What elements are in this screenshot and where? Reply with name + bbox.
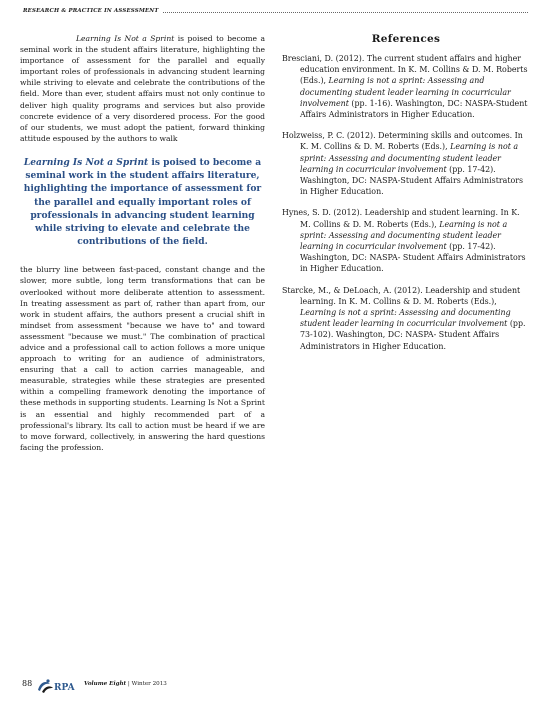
rpa-logo: [36, 676, 82, 696]
volume-info: [84, 681, 167, 687]
page-footer: [22, 676, 222, 696]
volume-label: Volume Eight: [84, 681, 127, 687]
body-paragraph-1-text: is poised to become a seminal work in the student affairs literature, highlighting the importance of assessment for the parallel and equally important roles of professionals in advancing student learning while striving to elevate and celebrate the contributions of the field. More than ever, student affairs must not only continue to deliver high quality programs and services but also provide concrete evidence of a very disordered process. For the good of our students, we must adopt the patient, forward thinking attitude espoused by the authors to walk: [20, 34, 265, 143]
reference-text: (pp. 17-42). Washington, DC: NASPA- Student Affairs Administrators in Higher Education.: [300, 242, 526, 274]
body-paragraph-2: the blurry line between fast-paced, constant change and the slower, more subtle, long term transformations that can be overlooked without more deliberate attention to assessment. In treating assessment as part of, rather than apart from, our work in student affairs, the authors present a crucial shift in mindset from assessment "because we have to" and toward assessment "because we must." The combination of practical advice and a professional call to action follows a more unique approach to writing for an audience of administrators, ensuring that a call to action carries manageable, and measurable, strategies while these strategies are presented within a compelling framework denoting the importance of these methods in supporting students. Learning Is Not a Sprint is an essential and highly recommended part of a professional's library. Its call to action must be heard if we are to move forward, collectively, in answering the hard questions facing the profession.: [20, 265, 265, 452]
running-head-label: RESEARCH & PRACTICE IN ASSESSMENT: [23, 8, 163, 14]
running-head: [23, 8, 528, 22]
reference-entry: [282, 207, 530, 274]
page-number: 88: [22, 679, 33, 688]
reference-text: Hynes, S. D. (2012). Leadership and student learning. In K. M. Collins & D. M. Roberts (Eds.),: [282, 208, 520, 229]
reference-text: (pp. 73-102). Washington, DC: NASPA- Student Affairs Administrators in Higher Education.: [300, 319, 526, 351]
pull-quote-text: is poised to become a seminal work in the student affairs literature, highlighting the importance of assessment for the parallel and equally important roles of professionals in advancing student learning while striving to elevate and celebrate the contributions of the field.: [23, 156, 262, 248]
reference-entry: [282, 285, 530, 352]
reference-entry: [282, 53, 530, 120]
logo-text: RPA: [54, 683, 75, 693]
pull-quote-title: Learning Is Not a Sprint: [23, 156, 149, 168]
body-paragraph-1: [20, 33, 265, 144]
reference-text: Holzweiss, P. C. (2012). Determining skills and outcomes. In K. M. Collins & D. M. Roberts (Eds.),: [282, 131, 523, 152]
left-column: [20, 33, 265, 453]
reference-book-title: Learning is not a sprint: Assessing and documenting student leader learning in cocurricular involvement: [300, 142, 519, 174]
reference-text: (pp. 1-16). Washington, DC: NASPA-Student Affairs Administrators in Higher Education.: [300, 98, 528, 120]
reference-book-title: Learning is not a sprint: Assessing and documenting student leader learning in cocurricular involvement: [300, 76, 511, 108]
book-title-inline: Learning Is Not a Sprint: [76, 34, 175, 43]
reference-book-title: Learning is not a sprint: Assessing and documenting student leader learning in cocurricular involvement: [300, 308, 511, 329]
reference-book-title: Learning is not a sprint: Assessing and documenting student leader learning in cocurricular involvement: [300, 219, 508, 252]
issue-label: | Winter 2013: [126, 681, 167, 687]
references-column: [282, 33, 530, 362]
pull-quote: [20, 156, 265, 248]
reference-text: Bresciani, D. (2012). The current student affairs and higher education environment. In K. M. Collins & D. M. Roberts (Eds.),: [282, 54, 528, 86]
references-heading: References: [371, 33, 441, 45]
reference-entry: [282, 130, 530, 197]
reference-text: (pp. 17-42). Washington, DC: NASPA-Student Affairs Administrators in Higher Education.: [300, 164, 524, 197]
reference-text: Starcke, M., & DeLoach, A. (2012). Leadership and student learning. In K. M. Collins & D. M. Roberts (Eds.),: [282, 285, 521, 306]
